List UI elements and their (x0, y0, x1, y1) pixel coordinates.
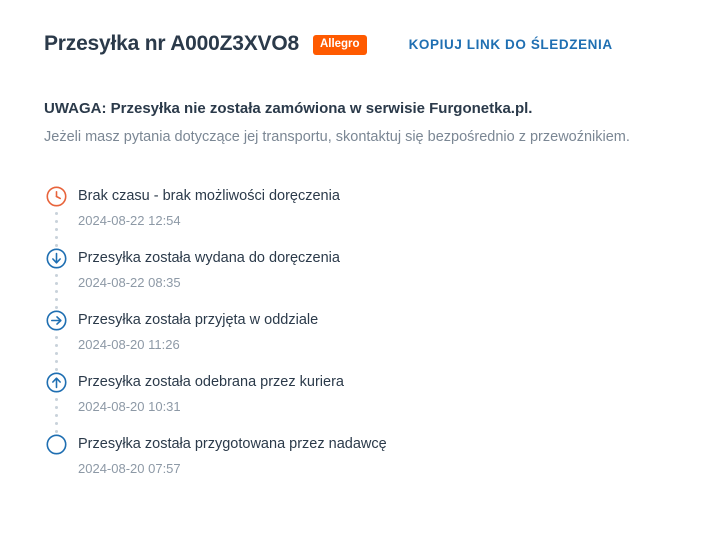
arrow-up-icon (46, 372, 67, 393)
tracking-timeline (44, 186, 658, 478)
timeline-event-title: Przesyłka została wydana do doręczenia (78, 250, 340, 267)
timeline-event-title: Przesyłka została odebrana przez kuriera (78, 374, 344, 391)
status-badge: Allegro (313, 35, 367, 56)
arrow-right-icon (46, 310, 67, 331)
timeline-event-time: 2024-08-20 07:57 (78, 461, 181, 477)
timeline-connector (55, 212, 58, 244)
timeline-connector (55, 274, 58, 306)
timeline-event-time: 2024-08-20 10:31 (78, 399, 181, 415)
timeline-event-title: Przesyłka została przygotowana przez nadawcę (78, 436, 387, 453)
timeline-connector (55, 398, 58, 430)
clock-icon (46, 186, 67, 207)
timeline-event (44, 186, 658, 248)
circle-empty-icon (46, 434, 67, 455)
copy-tracking-link-button[interactable]: KOPIUJ LINK DO ŚLEDZENIA (408, 36, 613, 52)
timeline-event-time: 2024-08-22 08:35 (78, 275, 181, 291)
notice (44, 98, 658, 148)
arrow-down-icon (46, 248, 67, 269)
timeline-event-time: 2024-08-22 12:54 (78, 213, 181, 229)
timeline-event-time: 2024-08-20 11:26 (78, 337, 180, 353)
timeline-event (44, 248, 658, 310)
timeline-event (44, 372, 658, 434)
header (44, 32, 658, 56)
timeline-connector (55, 336, 58, 368)
timeline-event-title: Przesyłka została przyjęta w oddziale (78, 312, 319, 329)
notice-main-text: UWAGA: Przesyłka nie została zamówiona w serwisie Furgonetka.pl. (44, 100, 533, 117)
timeline-event (44, 434, 658, 478)
notice-sub-text: Jeżeli masz pytania dotyczące jej transportu, skontaktuj się bezpośrednio z przewoźnikiem. (44, 128, 630, 145)
page-title: Przesyłka nr A000Z3XVO8 (44, 32, 299, 55)
timeline-event-title: Brak czasu - brak możliwości doręczenia (78, 188, 340, 205)
timeline-event (44, 310, 658, 372)
